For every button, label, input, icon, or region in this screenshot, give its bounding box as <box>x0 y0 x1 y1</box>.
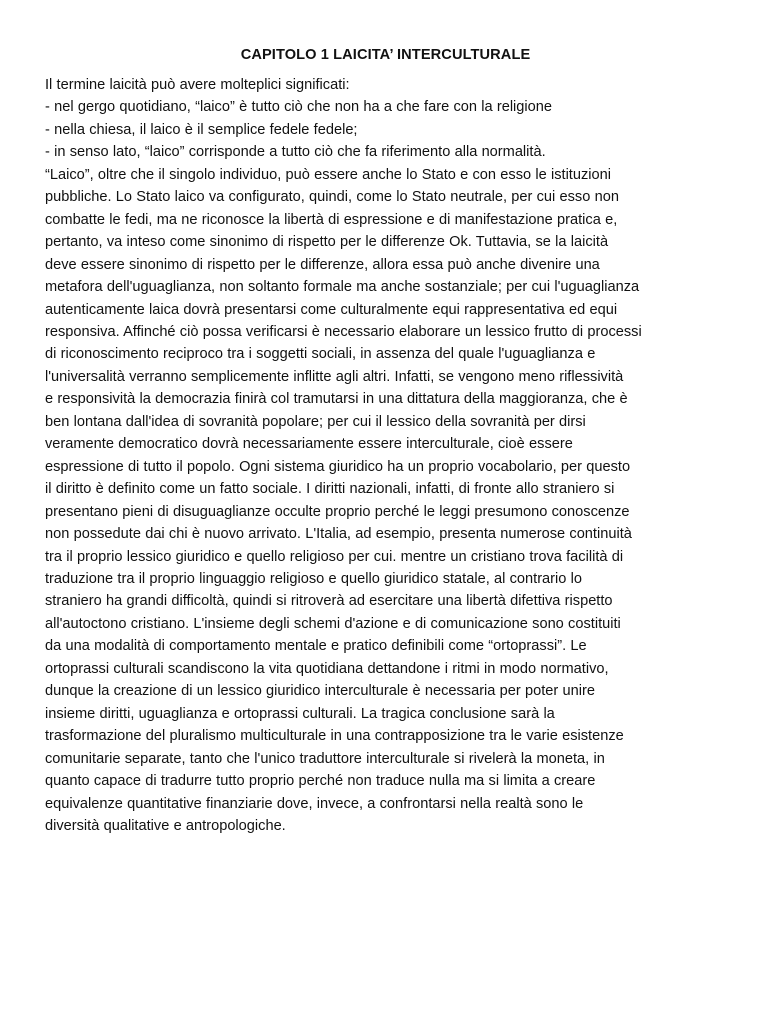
text-line: Il termine laicità può avere molteplici significati: <box>45 77 350 93</box>
text-line: espressione di tutto il popolo. Ogni sistema giuridico ha un proprio vocabolario, per questo <box>45 458 631 475</box>
text-line: diversità qualitative e antropologiche. <box>45 817 286 834</box>
text-line: trasformazione del pluralismo multiculturale in una contrapposizione tra le varie esistenze <box>45 728 624 745</box>
text-line: traduzione tra il proprio linguaggio religioso e quello giuridico statale, al contrario lo <box>45 570 583 587</box>
text-line: il diritto è definito come un fatto sociale. I diritti nazionali, infatti, di fronte allo straniero si <box>45 481 615 498</box>
text-line: di riconoscimento reciproco tra i soggetti sociali, in assenza del quale l'uguaglianza e <box>45 346 596 363</box>
chapter-title: CAPITOLO 1 LAICITA’ INTERCULTURALE <box>240 47 531 63</box>
text-line: straniero ha grandi difficoltà, quindi si ritroverà ad esercitare una libertà difettiva rispetto <box>45 593 613 610</box>
text-line: - in senso lato, “laico” corrisponde a tutto ciò che fa riferimento alla normalità. <box>45 144 546 161</box>
text-line: tra il proprio lessico giuridico e quello religioso per cui. mentre un cristiano trova facilità di <box>45 548 624 565</box>
text-line: responsiva. Affinché ciò possa verificarsi è necessario elaborare un lessico frutto di processi <box>45 323 642 340</box>
text-line: deve essere sinonimo di rispetto per le differenze, allora essa può anche divenire una <box>45 256 600 273</box>
text-line: quanto capace di tradurre tutto proprio perché non traduce nulla ma si limita a creare <box>45 773 596 790</box>
text-line: equivalenze quantitative finanziarie dove, invece, a confrontarsi nella realtà sono le <box>45 795 584 812</box>
text-line: non possedute dai chi è nuovo arrivato. L'Italia, ad esempio, presenta numerose continuità <box>45 526 632 543</box>
text-line: dunque la creazione di un lessico giuridico interculturale è necessaria per poter unire <box>45 683 595 700</box>
text-line: metafora dell'uguaglianza, non soltanto formale ma anche sostanziale; per cui l'uguaglianza <box>45 279 640 296</box>
text-line: insieme diritti, uguaglianza e ortoprassi culturali. La tragica conclusione sarà la <box>45 705 555 722</box>
text-line: comunitarie separate, tanto che l'unico traduttore interculturale si rivelerà la moneta, in <box>45 750 605 767</box>
text-line: ben lontana dall'idea di sovranità popolare; per cui il lessico della sovranità per dirsi <box>45 413 586 430</box>
text-line: l'universalità verranno semplicemente inflitte agli altri. Infatti, se vengono meno riflessività <box>45 368 624 385</box>
text-line: e responsività la democrazia finirà col tramutarsi in una dittatura della maggioranza, che è <box>45 391 628 408</box>
text-line: ortoprassi culturali scandiscono la vita quotidiana dettandone i ritmi in modo normativo, <box>45 660 609 677</box>
body-text <box>45 74 726 837</box>
text-line: autenticamente laica dovrà presentarsi come culturalmente equi rappresentativa ed equi <box>45 301 618 318</box>
text-line: - nel gergo quotidiano, “laico” è tutto ciò che non ha a che fare con la religione <box>45 99 553 116</box>
text-line: pubbliche. Lo Stato laico va configurato, quindi, come lo Stato neutrale, per cui esso non <box>45 189 619 206</box>
text-line: combatte le fedi, ma ne riconosce la libertà di espressione e di manifestazione pratica e, <box>45 211 618 228</box>
text-line: veramente democratico dovrà necessariamente essere interculturale, cioè essere <box>45 436 573 453</box>
text-line: - nella chiesa, il laico è il semplice fedele fedele; <box>45 121 358 138</box>
text-line: presentano pieni di disuguaglianze occulte proprio perché le leggi presumono conoscenze <box>45 503 630 520</box>
text-line: da una modalità di comportamento mentale e pratico definibili come “ortoprassi”. Le <box>45 638 587 655</box>
text-line: all'autoctono cristiano. L'insieme degli schemi d'azione e di comunicazione sono costituiti <box>45 615 621 632</box>
text-line: “Laico”, oltre che il singolo individuo, può essere anche lo Stato e con esso le istituzioni <box>45 166 611 183</box>
text-line: pertanto, va inteso come sinonimo di rispetto per le differenze Ok. Tuttavia, se la laicità <box>45 234 609 251</box>
